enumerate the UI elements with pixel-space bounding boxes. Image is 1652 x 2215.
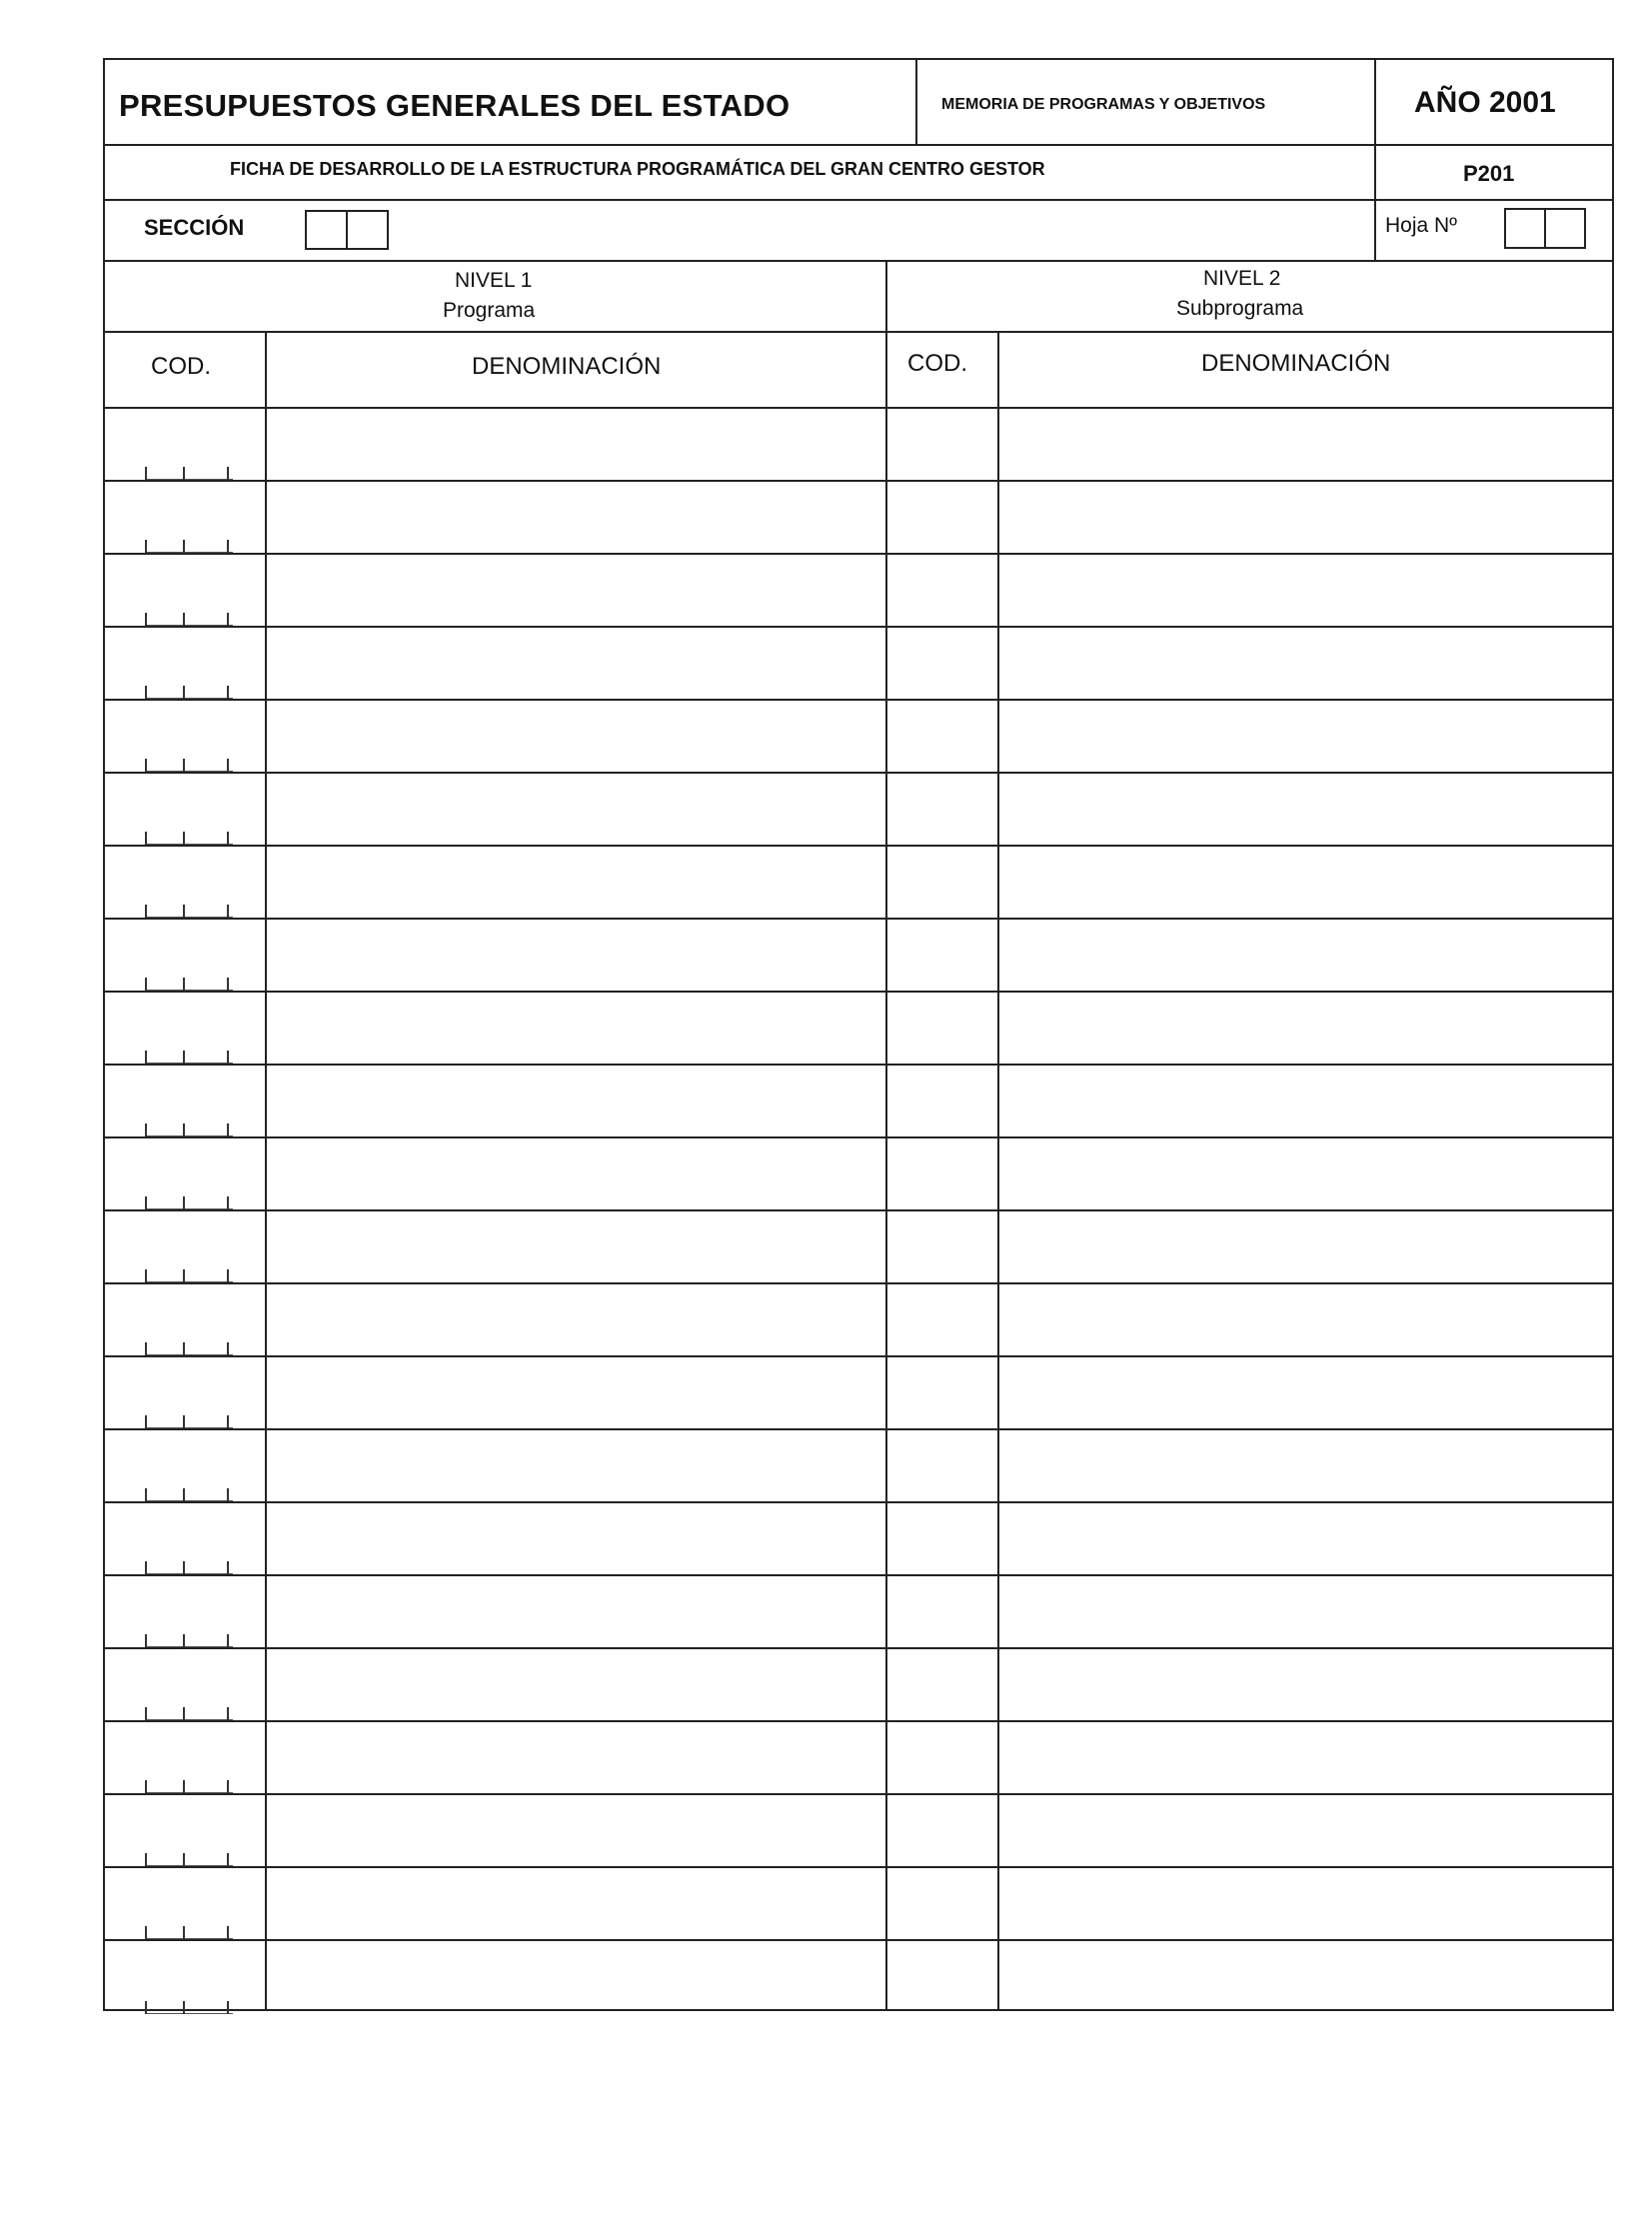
denominacion-level1-cell[interactable]: [267, 482, 885, 553]
denominacion-level1-cell[interactable]: [267, 993, 885, 1064]
denominacion-level2-cell[interactable]: [999, 1722, 1614, 1793]
code-digit-marks: [145, 539, 233, 553]
code-digit-marks: [145, 612, 233, 626]
code-digit-marks: [145, 831, 233, 845]
denominacion-level2-cell[interactable]: [999, 628, 1614, 699]
denominacion-level2-cell[interactable]: [999, 555, 1614, 626]
denominacion-level2-cell[interactable]: [999, 1941, 1614, 2014]
denominacion-level1-cell[interactable]: [267, 1430, 885, 1501]
table-row: [105, 1941, 1612, 2014]
denominacion-level1-cell[interactable]: [267, 628, 885, 699]
table-row: [105, 1211, 1612, 1284]
denominacion-level2-cell[interactable]: [999, 1357, 1614, 1428]
cod-header-level1: COD.: [151, 353, 211, 380]
table-row: [105, 774, 1612, 847]
denominacion-level2-cell[interactable]: [999, 1138, 1614, 1209]
denominacion-level1-cell[interactable]: [267, 1211, 885, 1282]
level1-title: NIVEL 1: [455, 269, 533, 292]
denominacion-header-level1: DENOMINACIÓN: [472, 353, 662, 380]
divider: [1374, 60, 1376, 260]
table-row: [105, 482, 1612, 555]
denominacion-level1-cell[interactable]: [267, 555, 885, 626]
cod-level2-cell[interactable]: [887, 1284, 997, 1355]
denominacion-level1-cell[interactable]: [267, 1066, 885, 1136]
cod-level2-cell[interactable]: [887, 920, 997, 991]
cod-level2-cell[interactable]: [887, 1357, 997, 1428]
denominacion-level1-cell[interactable]: [267, 1284, 885, 1355]
denominacion-level2-cell[interactable]: [999, 701, 1614, 772]
table-row: [105, 701, 1612, 774]
cod-level2-cell[interactable]: [887, 1430, 997, 1501]
cod-level2-cell[interactable]: [887, 1138, 997, 1209]
denominacion-header-level2: DENOMINACIÓN: [1201, 350, 1391, 377]
section-label: SECCIÓN: [144, 215, 245, 240]
table-row: [105, 1868, 1612, 1941]
cod-level2-cell[interactable]: [887, 847, 997, 918]
code-digit-marks: [145, 977, 233, 991]
divider: [105, 260, 1612, 262]
code-digit-marks: [145, 2000, 233, 2014]
form-title: PRESUPUESTOS GENERALES DEL ESTADO: [119, 88, 791, 123]
divider: [105, 199, 1612, 201]
cod-level2-cell[interactable]: [887, 1211, 997, 1282]
table-row: [105, 1430, 1612, 1503]
table-row: [105, 993, 1612, 1066]
cod-level2-cell[interactable]: [887, 993, 997, 1064]
cod-level2-cell[interactable]: [887, 1066, 997, 1136]
denominacion-level1-cell[interactable]: [267, 1138, 885, 1209]
denominacion-level1-cell[interactable]: [267, 409, 885, 480]
divider: [915, 60, 917, 144]
denominacion-level1-cell[interactable]: [267, 1576, 885, 1647]
table-row: [105, 847, 1612, 920]
memoria-label: MEMORIA DE PROGRAMAS Y OBJETIVOS: [941, 96, 1266, 113]
code-digit-marks: [145, 685, 233, 699]
level2-subtitle: Subprograma: [1176, 297, 1304, 320]
code-digit-marks: [145, 1050, 233, 1064]
table-row: [105, 1357, 1612, 1430]
denominacion-level2-cell[interactable]: [999, 774, 1614, 845]
code-digit-marks: [145, 1268, 233, 1282]
cod-level2-cell[interactable]: [887, 628, 997, 699]
table-row: [105, 628, 1612, 701]
code-digit-marks: [145, 466, 233, 480]
code-digit-marks: [145, 1925, 233, 1939]
denominacion-level2-cell[interactable]: [999, 1795, 1614, 1866]
denominacion-level2-cell[interactable]: [999, 1066, 1614, 1136]
level2-title: NIVEL 2: [1203, 267, 1281, 290]
table-row: [105, 1138, 1612, 1211]
denominacion-level1-cell[interactable]: [267, 1649, 885, 1720]
denominacion-level1-cell[interactable]: [267, 774, 885, 845]
cod-level2-cell[interactable]: [887, 1868, 997, 1939]
code-digit-marks: [145, 1414, 233, 1428]
denominacion-level2-cell[interactable]: [999, 1649, 1614, 1720]
code-digit-marks: [145, 1122, 233, 1136]
cod-level2-cell[interactable]: [887, 555, 997, 626]
denominacion-level1-cell[interactable]: [267, 701, 885, 772]
sheet-number-label: Hoja Nº: [1385, 214, 1457, 237]
code-digit-marks: [145, 758, 233, 772]
cod-level2-cell[interactable]: [887, 1649, 997, 1720]
code-digit-marks: [145, 1560, 233, 1574]
denominacion-level2-cell[interactable]: [999, 409, 1614, 480]
table-row: [105, 1722, 1612, 1795]
denominacion-level2-cell[interactable]: [999, 993, 1614, 1064]
denominacion-level1-cell[interactable]: [267, 1795, 885, 1866]
budget-form: [103, 58, 1614, 2011]
table-row: [105, 409, 1612, 482]
form-subtitle: FICHA DE DESARROLLO DE LA ESTRUCTURA PROGRAMÁTICA DEL GRAN CENTRO GESTOR: [230, 159, 1045, 179]
cod-level2-cell[interactable]: [887, 774, 997, 845]
cod-level2-cell[interactable]: [887, 1576, 997, 1647]
denominacion-level1-cell[interactable]: [267, 1941, 885, 2014]
code-digit-marks: [145, 1706, 233, 1720]
year-label: AÑO 2001: [1414, 86, 1556, 119]
table-row: [105, 1576, 1612, 1649]
code-digit-marks: [145, 1633, 233, 1647]
denominacion-level2-cell[interactable]: [999, 1211, 1614, 1282]
cod-header-level2: COD.: [907, 350, 967, 377]
denominacion-level2-cell[interactable]: [999, 920, 1614, 991]
denominacion-level2-cell[interactable]: [999, 482, 1614, 553]
denominacion-level2-cell[interactable]: [999, 847, 1614, 918]
cod-level2-cell[interactable]: [887, 1722, 997, 1793]
denominacion-level2-cell[interactable]: [999, 1576, 1614, 1647]
divider: [105, 144, 1612, 146]
code-digit-marks: [145, 1852, 233, 1866]
table-row: [105, 1795, 1612, 1868]
table-row: [105, 920, 1612, 993]
form-code: P201: [1463, 161, 1515, 186]
denominacion-level1-cell[interactable]: [267, 1722, 885, 1793]
level1-subtitle: Programa: [443, 299, 536, 322]
denominacion-level2-cell[interactable]: [999, 1868, 1614, 1939]
sheet-number-input[interactable]: [1504, 208, 1586, 249]
denominacion-level1-cell[interactable]: [267, 1503, 885, 1574]
cod-level2-cell[interactable]: [887, 409, 997, 480]
section-input[interactable]: [305, 210, 389, 250]
denominacion-level1-cell[interactable]: [267, 1868, 885, 1939]
cod-level2-cell[interactable]: [887, 482, 997, 553]
code-digit-marks: [145, 904, 233, 918]
cod-level2-cell[interactable]: [887, 1503, 997, 1574]
code-digit-marks: [145, 1779, 233, 1793]
denominacion-level2-cell[interactable]: [999, 1284, 1614, 1355]
denominacion-level2-cell[interactable]: [999, 1503, 1614, 1574]
code-digit-marks: [145, 1195, 233, 1209]
denominacion-level2-cell[interactable]: [999, 1430, 1614, 1501]
cod-level2-cell[interactable]: [887, 1941, 997, 2014]
cod-level2-cell[interactable]: [887, 1795, 997, 1866]
denominacion-level1-cell[interactable]: [267, 1357, 885, 1428]
code-digit-marks: [145, 1341, 233, 1355]
divider: [105, 331, 1612, 333]
denominacion-level1-cell[interactable]: [267, 920, 885, 991]
table-row: [105, 1066, 1612, 1138]
cod-level2-cell[interactable]: [887, 701, 997, 772]
table-row: [105, 1649, 1612, 1722]
table-row: [105, 1284, 1612, 1357]
table-row: [105, 1503, 1612, 1576]
table-row: [105, 555, 1612, 628]
code-digit-marks: [145, 1487, 233, 1501]
denominacion-level1-cell[interactable]: [267, 847, 885, 918]
